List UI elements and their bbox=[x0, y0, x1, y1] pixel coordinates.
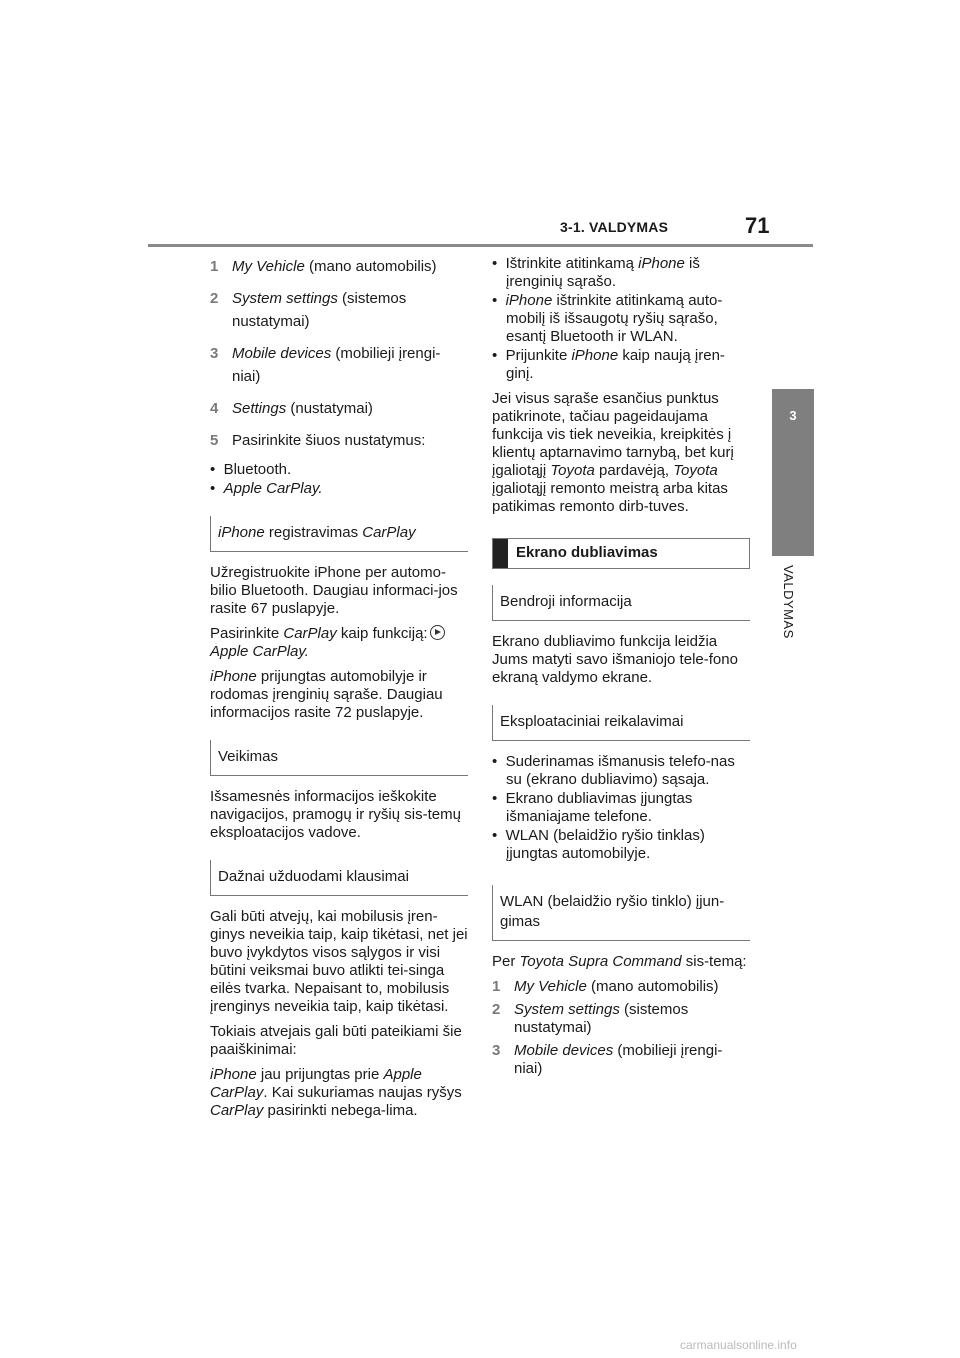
faq-paragraph-1: Gali būti atvejų, kai mobilusis įren-ginys neveikia taip, kaip tikėtasi, net jei buvo įvykdytos visos sąlygos ir visi būtini veiksmai buvo atlikti tei-singa eilės tvarka. Nepaisant to, mobilusis įrenginys neveikia taip, kaip tikėtasi. bbox=[210, 908, 468, 1015]
section-title: 3-1. VALDYMAS bbox=[560, 219, 669, 235]
heading-operation: Veikimas bbox=[210, 740, 468, 776]
chapter-number: 3 bbox=[789, 408, 797, 423]
general-paragraph: Ekrano dubliavimo funkcija leidžia Jums matyti savo išmaniojo tele-fono ekraną valdymo ekrane. bbox=[492, 633, 738, 686]
heading-iphone-registration: iPhone registravimas CarPlay bbox=[210, 516, 468, 552]
step-1: 1 My Vehicle (mano automobilis) bbox=[492, 978, 719, 995]
play-arrow-icon bbox=[430, 625, 445, 640]
support-paragraph: Jei visus sąraše esančius punktus patikrinote, tačiau pageidaujama funkcija vis tiek neveikia, kreipkitės į klientų aptarnavimo tarnybą, bet kurį įgaliotąjį Toyota pardavėją, Toyota įgaliotąjį remonto meistrą arba kitas patikimas remonto dirb-tuves. bbox=[492, 390, 734, 515]
bullet-bluetooth: • Bluetooth. bbox=[210, 461, 292, 478]
step-1: 1 My Vehicle (mano automobilis) bbox=[210, 258, 437, 275]
faq-paragraph-2: Tokiais atvejais gali būti pateikiami šie paaiškinimai: bbox=[210, 1023, 462, 1058]
heading-faq: Dažnai užduodami klausimai bbox=[210, 860, 468, 896]
step-4: 4 Settings (nustatymai) bbox=[210, 400, 373, 417]
reg-paragraph-3: iPhone prijungtas automobilyje ir rodomas įrenginių sąraše. Daugiau informacijos rasite 72 puslapyje. bbox=[210, 668, 443, 721]
header-rule bbox=[148, 244, 813, 247]
right-column bbox=[492, 255, 750, 1083]
per-paragraph: Per Toyota Supra Command sis-temą: bbox=[492, 953, 747, 970]
reg-paragraph-1: Užregistruokite iPhone per automo-bilio Bluetooth. Daugiau informaci-jos rasite 67 puslapyje. bbox=[210, 564, 458, 617]
watermark: carmanualsonline.info bbox=[680, 1338, 797, 1352]
heading-wlan-activation: WLAN (belaidžio ryšio tinklo) įjun-gimas bbox=[492, 885, 750, 941]
step-3: 3 Mobile devices (mobilieji įrengi-niai) bbox=[210, 345, 441, 385]
bullet-carplay: • Apple CarPlay. bbox=[210, 480, 323, 497]
operation-paragraph: Išsamesnės informacijos ieškokite navigacijos, pramogų ir ryšių sis-temų eksploatacijos vadove. bbox=[210, 788, 461, 841]
reg-paragraph-2: Pasirinkite CarPlay kaip funkciją: Apple CarPlay. bbox=[210, 625, 468, 661]
chapter-label: VALDYMAS bbox=[781, 565, 796, 639]
heading-requirements: Eksploataciniai reikalavimai bbox=[492, 705, 750, 741]
bullet-connect-iphone: • Prijunkite iPhone kaip naują įren-ginį. bbox=[492, 347, 725, 382]
section-box-title: Ekrano dubliavimas bbox=[516, 544, 658, 561]
step-2: 2 System settings (sistemos nustatymai) bbox=[492, 1001, 689, 1036]
step-5: 5 Pasirinkite šiuos nustatymus: bbox=[210, 432, 426, 449]
requirement-item: • Suderinamas išmanusis telefo-nas su (ekrano dubliavimo) sąsaja. bbox=[492, 753, 735, 788]
step-2: 2 System settings (sistemos nustatymai) bbox=[210, 290, 407, 330]
heading-general-info: Bendroji informacija bbox=[492, 585, 750, 621]
page-number: 71 bbox=[745, 213, 770, 238]
section-box-screen-mirroring bbox=[492, 538, 750, 569]
section-marker bbox=[493, 539, 508, 568]
left-column bbox=[210, 255, 468, 1127]
faq-paragraph-3: iPhone jau prijungtas prie Apple CarPlay. Kai sukuriamas naujas ryšys CarPlay pasirinkti nebega-lima. bbox=[210, 1066, 462, 1119]
requirement-item: • Ekrano dubliavimas įjungtas išmaniajame telefone. bbox=[492, 790, 693, 825]
requirement-item: • WLAN (belaidžio ryšio tinklas) įjungtas automobilyje. bbox=[492, 827, 705, 862]
bullet-delete-vehicle: • iPhone ištrinkite atitinkamą auto-mobilį iš išsaugotų ryšių sąrašo, esantį Bluetooth ir WLAN. bbox=[492, 292, 723, 345]
step-3: 3 Mobile devices (mobilieji įrengi-niai) bbox=[492, 1042, 723, 1077]
bullet-delete-iphone: • Ištrinkite atitinkamą iPhone iš įrenginių sąrašo. bbox=[492, 255, 700, 290]
